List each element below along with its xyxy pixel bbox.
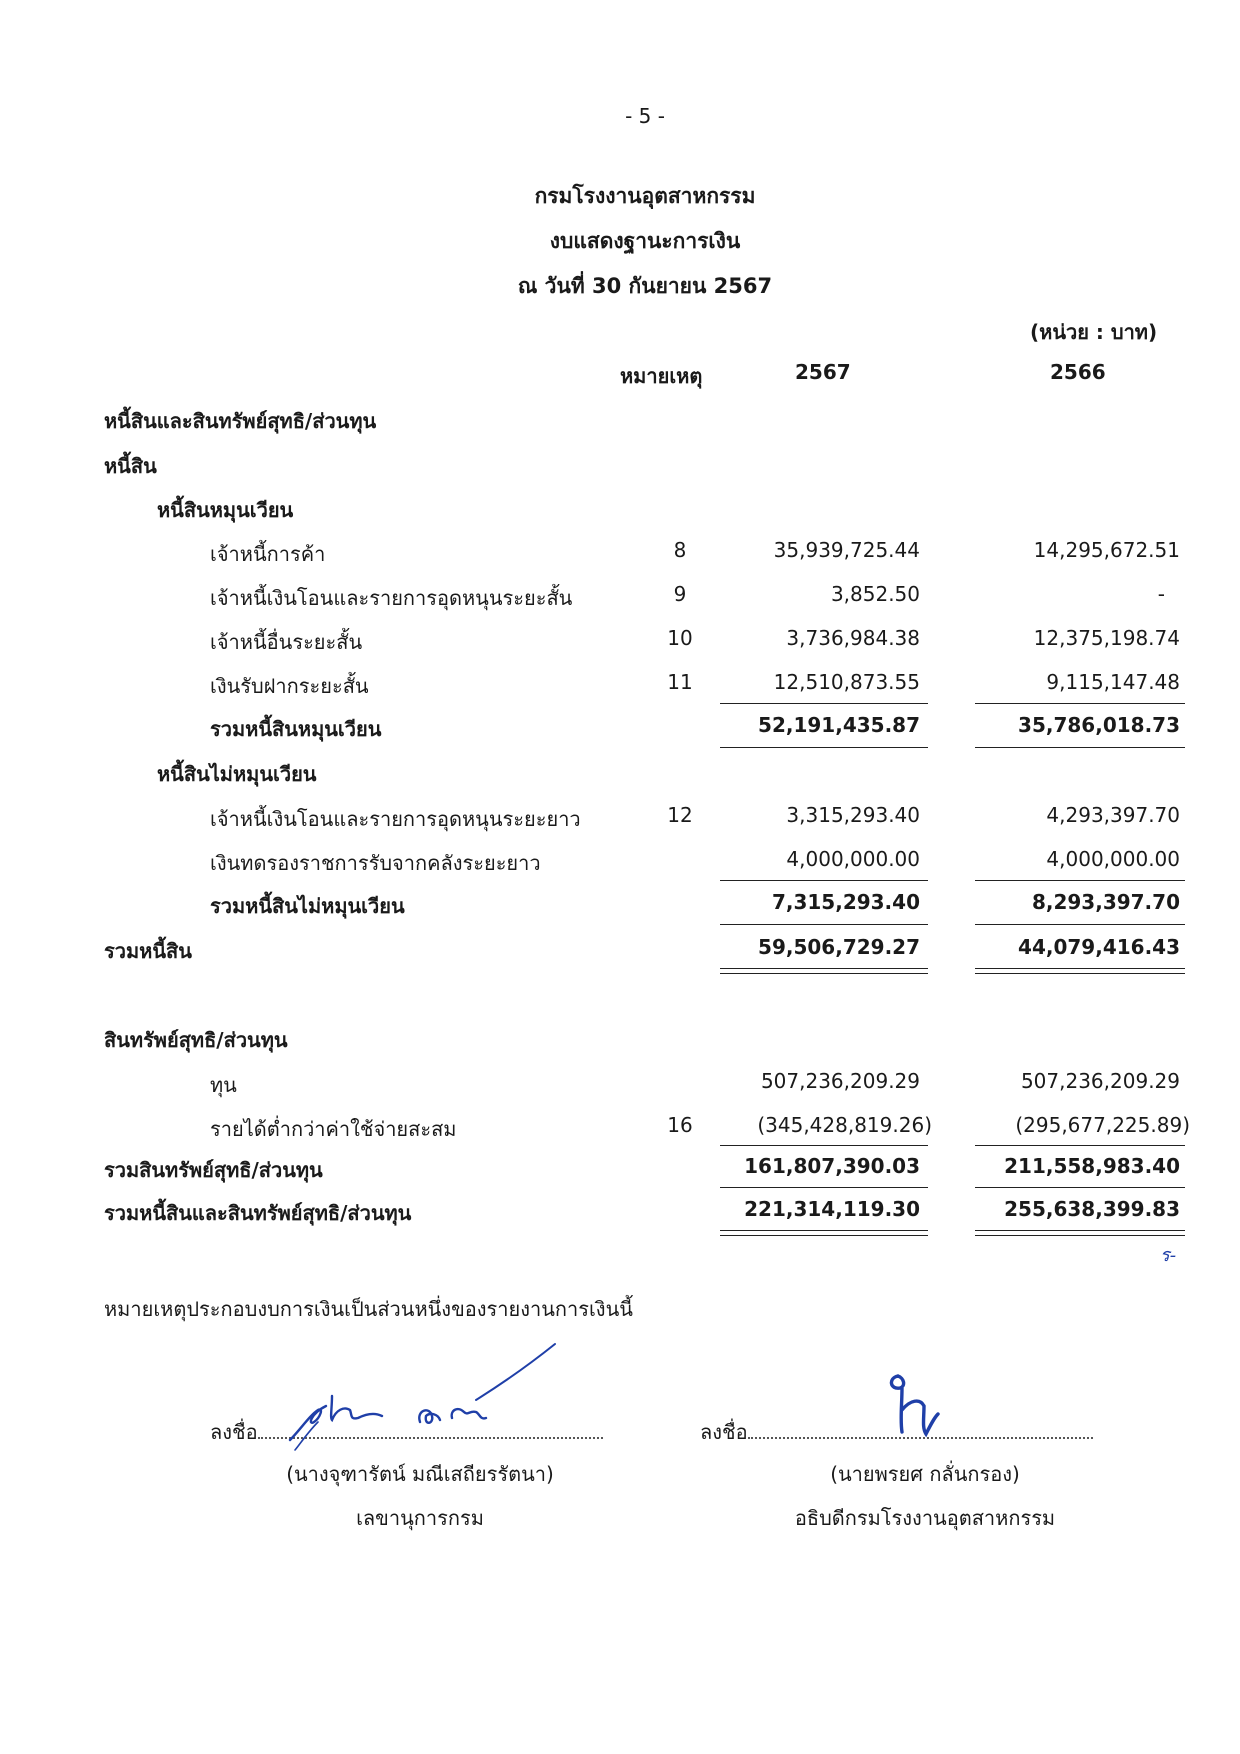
organization-name: กรมโรงงานอุตสาหกรรม <box>534 184 756 208</box>
subtotal-rule <box>975 924 1185 925</box>
row-label: เจ้าหนี้อื่นระยะสั้น <box>210 630 363 654</box>
value-2566: 9,115,147.48 <box>1046 670 1180 694</box>
value-2566: 255,638,399.83 <box>1004 1197 1180 1221</box>
value-2567: 4,000,000.00 <box>786 847 920 871</box>
total-double-rule <box>975 973 1185 974</box>
footnote: หมายเหตุประกอบงบการเงินเป็นส่วนหนึ่งของรายงานการเงินนี้ <box>104 1297 633 1321</box>
row-note: 9 <box>673 582 687 606</box>
value-2567: 221,314,119.30 <box>744 1197 920 1221</box>
value-2567: 3,736,984.38 <box>786 626 920 650</box>
total-double-rule <box>975 1235 1185 1236</box>
sign-label: ลงชื่อ <box>700 1420 748 1444</box>
column-header-2566: 2566 <box>1050 360 1106 384</box>
total-double-rule <box>720 973 928 974</box>
row-label: เจ้าหนี้การค้า <box>210 542 326 566</box>
value-2566: 507,236,209.29 <box>1020 1069 1180 1093</box>
row-label: สินทรัพย์สุทธิ/ส่วนทุน <box>104 1028 288 1052</box>
value-2566: 8,293,397.70 <box>1031 890 1180 914</box>
table-row <box>0 847 1240 877</box>
value-2566: - <box>1157 582 1165 606</box>
subtotal-rule <box>720 924 928 925</box>
table-row <box>0 1113 1240 1143</box>
row-note: 8 <box>673 538 687 562</box>
subtotal-rule <box>720 880 928 881</box>
section-heading <box>0 405 1240 435</box>
value-2567: 3,852.50 <box>830 582 920 606</box>
subtotal-rule <box>975 703 1185 704</box>
row-label: ทุน <box>210 1073 237 1097</box>
subtotal-rule <box>720 1145 928 1146</box>
row-note: 12 <box>667 803 693 827</box>
row-label: เงินรับฝากระยะสั้น <box>210 674 369 698</box>
signatory-name-secretary: (นางจุฑารัตน์ มณีเสถียรรัตนา) <box>286 1462 554 1486</box>
subsection-heading <box>0 494 1240 524</box>
table-row <box>0 670 1240 700</box>
value-2566: (295,677,225.89) <box>1015 1113 1190 1137</box>
statement-title: งบแสดงฐานะการเงิน <box>549 229 741 253</box>
row-label: เงินทดรองราชการรับจากคลังระยะยาว <box>210 851 541 875</box>
subtotal-row <box>0 1154 1240 1184</box>
row-label: รวมหนี้สินไม่หมุนเวียน <box>210 894 405 918</box>
total-double-rule <box>720 1230 928 1231</box>
subtotal-rule <box>720 1187 928 1188</box>
row-note: 11 <box>667 670 693 694</box>
table-row <box>0 803 1240 833</box>
column-header-2567: 2567 <box>795 360 851 384</box>
row-label: หนี้สินหมุนเวียน <box>157 498 294 522</box>
subtotal-rule <box>720 747 928 748</box>
row-label: รวมหนี้สินและสินทรัพย์สุทธิ/ส่วนทุน <box>104 1201 412 1225</box>
value-2567: 507,236,209.29 <box>760 1069 920 1093</box>
subtotal-rule <box>975 1145 1185 1146</box>
subtotal-row <box>0 890 1240 920</box>
table-row <box>0 626 1240 656</box>
row-label: รายได้ต่ำกว่าค่าใช้จ่ายสะสม <box>210 1117 457 1141</box>
table-row <box>0 582 1240 612</box>
total-double-rule <box>975 968 1185 969</box>
value-2567: 7,315,293.40 <box>771 890 920 914</box>
total-row <box>0 935 1240 965</box>
page-number: - 5 - <box>625 104 665 128</box>
value-2567: (345,428,819.26) <box>757 1113 932 1137</box>
row-label: เจ้าหนี้เงินโอนและรายการอุดหนุนระยะสั้น <box>210 586 573 610</box>
signature-secretary <box>280 1340 570 1450</box>
section-heading <box>0 1024 1240 1054</box>
subsection-heading <box>0 758 1240 788</box>
total-double-rule <box>720 968 928 969</box>
row-label: หนี้สิน <box>104 454 157 478</box>
total-double-rule <box>975 1230 1185 1231</box>
subtotal-rule <box>975 1187 1185 1188</box>
value-2567: 52,191,435.87 <box>758 713 920 737</box>
grand-total-row <box>0 1197 1240 1227</box>
signatory-position-director: อธิบดีกรมโรงงานอุตสาหกรรม <box>794 1506 1056 1530</box>
sign-label: ลงชื่อ <box>210 1420 258 1444</box>
value-2567: 3,315,293.40 <box>786 803 920 827</box>
value-2566: 35,786,018.73 <box>1018 713 1180 737</box>
value-2566: 4,000,000.00 <box>1046 847 1180 871</box>
signatory-name-director: (นายพรยศ กลั่นกรอง) <box>830 1462 1020 1486</box>
value-2567: 35,939,725.44 <box>773 538 920 562</box>
row-label: รวมหนี้สิน <box>104 939 192 963</box>
subtotal-rule <box>975 747 1185 748</box>
row-note: 10 <box>667 626 693 650</box>
initial-mark: ร- <box>1160 1245 1177 1266</box>
value-2567: 161,807,390.03 <box>744 1154 920 1178</box>
subtotal-rule <box>720 703 928 704</box>
row-label: รวมหนี้สินหมุนเวียน <box>210 717 382 741</box>
currency-unit: (หน่วย : บาท) <box>1030 320 1158 344</box>
row-label: เจ้าหนี้เงินโอนและรายการอุดหนุนระยะยาว <box>210 807 581 831</box>
subtotal-row <box>0 713 1240 743</box>
statement-date: ณ วันที่ 30 กันยายน 2567 <box>517 274 773 298</box>
subtotal-rule <box>975 880 1185 881</box>
row-note: 16 <box>667 1113 693 1137</box>
signatory-position-secretary: เลขานุการกรม <box>356 1506 484 1530</box>
value-2566: 12,375,198.74 <box>1033 626 1180 650</box>
value-2566: 211,558,983.40 <box>1004 1154 1180 1178</box>
value-2567: 59,506,729.27 <box>758 935 920 959</box>
value-2566: 4,293,397.70 <box>1046 803 1180 827</box>
row-label: รวมสินทรัพย์สุทธิ/ส่วนทุน <box>104 1158 323 1182</box>
value-2567: 12,510,873.55 <box>773 670 920 694</box>
table-row <box>0 1069 1240 1099</box>
total-double-rule <box>720 1235 928 1236</box>
row-label: หนี้สินและสินทรัพย์สุทธิ/ส่วนทุน <box>104 409 377 433</box>
section-heading <box>0 450 1240 480</box>
row-label: หนี้สินไม่หมุนเวียน <box>157 762 317 786</box>
value-2566: 14,295,672.51 <box>1033 538 1180 562</box>
signature-director <box>880 1370 950 1450</box>
table-row <box>0 538 1240 568</box>
value-2566: 44,079,416.43 <box>1018 935 1180 959</box>
column-header-note: หมายเหตุ <box>620 364 703 388</box>
